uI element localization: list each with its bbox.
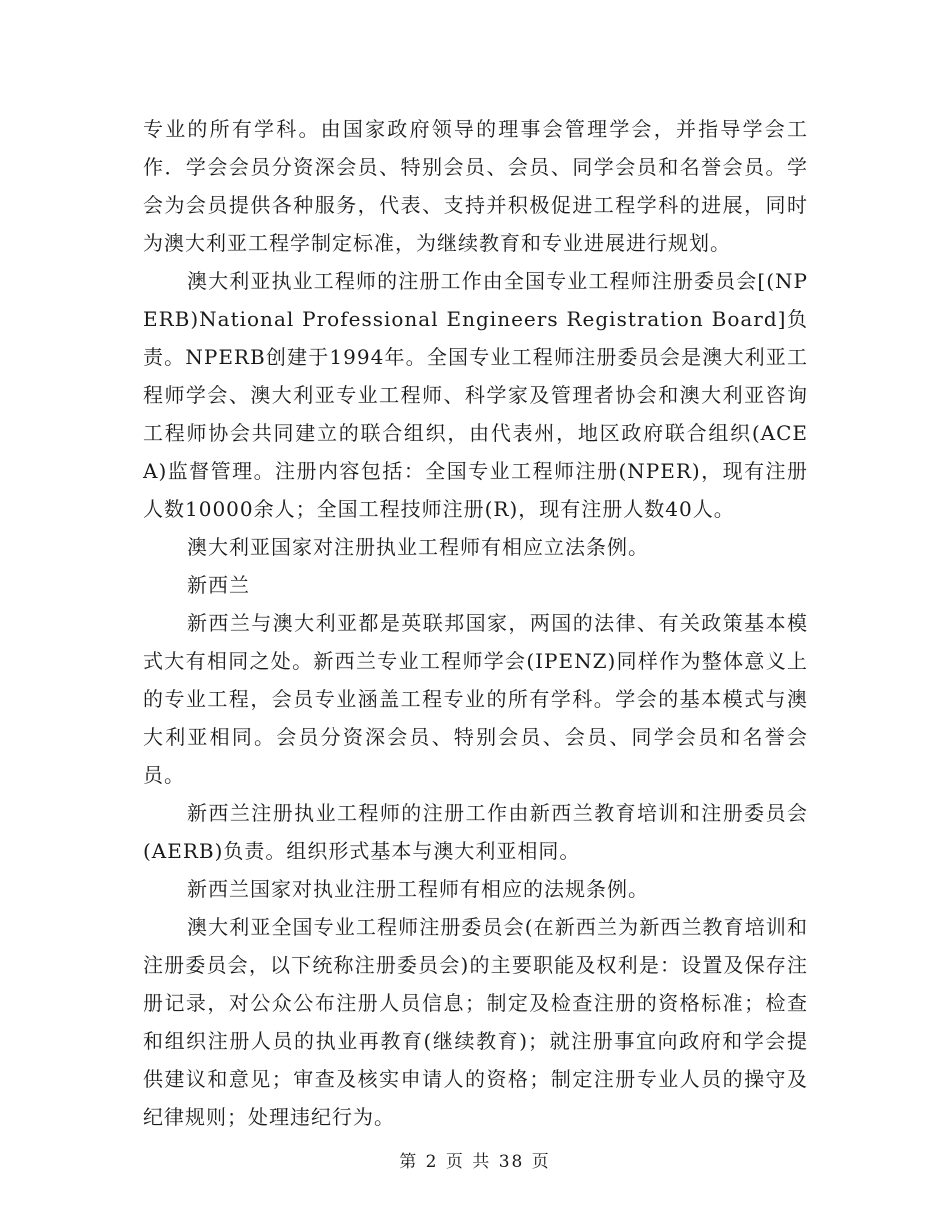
paragraph: 新西兰注册执业工程师的注册工作由新西兰教育培训和注册委员会(AERB)负责。组织形式基本与澳大利亚相同。 (143, 801, 808, 863)
paragraph: 澳大利亚国家对注册执业工程师有相应立法条例。 (187, 535, 649, 559)
page-number-footer: 第 2 页 共 38 页 (399, 1152, 551, 1172)
paragraph: 澳大利亚全国专业工程师注册委员会(在新西兰为新西兰教育培训和注册委员会，以下统称注册委员会)的主要职能及权利是：设置及保存注册记录，对公众公布注册人员信息；制定及检查注册的资格标准；检查和组织注册人员的执业再教育(继续教育)；就注册事宜向政府和学会提供建议和意见；审查及核实申请人的资格；制定注册专业人员的操守及纪律规则；处理违纪行为。 (143, 915, 808, 1129)
paragraph: 专业的所有学科。由国家政府领导的理事会管理学会，并指导学会工作．学会会员分资深会员、特别会员、会员、同学会员和名誉会员。学会为会员提供各种服务，代表、支持并积极促进工程学科的进展，同时为澳大利亚工程学制定标准，为继续教育和专业进展进行规划。 (143, 117, 808, 255)
paragraph: 新西兰国家对执业注册工程师有相应的法规条例。 (187, 877, 649, 901)
paragraph: 新西兰与澳大利亚都是英联邦国家，两国的法律、有关政策基本模式大有相同之处。新西兰专业工程师学会(IPENZ)同样作为整体意义上的专业工程，会员专业涵盖工程专业的所有学科。学会的基本模式与澳大利亚相同。会员分资深会员、特别会员、会员、同学会员和名誉会员。 (143, 611, 808, 787)
paragraph: 澳大利亚执业工程师的注册工作由全国专业工程师注册委员会[(NPERB)National Professional Engineers Registration Board]负责。NPERB创建于1994年。全国专业工程师注册委员会是澳大利亚工程师学会、澳大利亚专业工程师、科学家及管理者协会和澳大利亚咨询工程师协会共同建立的联合组织，由代表州，地区政府联合组织(ACEA)监督管理。注册内容包括：全国专业工程师注册(NPER)，现有注册人数10000余人；全国工程技师注册(R)，现有注册人数40人。 (143, 269, 808, 521)
section-heading: 新西兰 (187, 573, 250, 597)
document-body (143, 110, 808, 1136)
